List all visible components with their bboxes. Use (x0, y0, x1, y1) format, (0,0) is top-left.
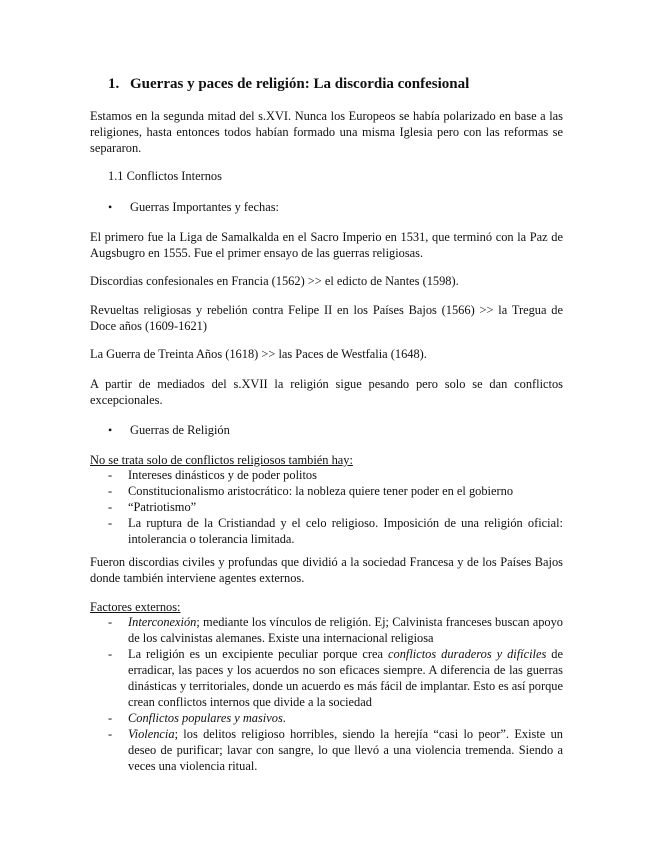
intro-paragraph: Estamos en la segunda mitad del s.XVI. Nunca los Europeos se había polarizado en base a las religiones, hasta entonces todos habían formado una misma Iglesia pero con las reformas se separaron. (90, 109, 563, 155)
list-item-text (128, 614, 563, 646)
list-item-text: “Patriotismo” (128, 500, 197, 514)
bullet-dot: • (108, 200, 113, 214)
paragraph-paises-bajos: Revueltas religiosas y rebelión contra Felipe II en los Países Bajos (1566) >> la Tregua de Doce años (1609-1621) (90, 303, 563, 333)
list-item-rest: . (282, 711, 286, 725)
list-item (90, 467, 563, 483)
dash-marker: - (108, 711, 113, 725)
list-item-text (128, 646, 563, 710)
factores-title: Factores externos: (90, 600, 181, 614)
list-item-rest: ; mediante los vínculos de religión. Ej; Calvinista franceses buscan apoyo de los calvinistas alemanes. Existe una internacional religiosa (128, 615, 563, 645)
paragraph-treinta-anos: La Guerra de Treinta Años (1618) >> las Paces de Westfalia (1648). (90, 347, 427, 361)
list-item (90, 483, 563, 499)
list-item (90, 726, 563, 774)
paragraph-samalkalda: El primero fue la Liga de Samalkalda en el Sacro Imperio en 1531, que terminó con la Paz de Augsbugro en 1555. Fue el primer ensayo de las guerras religiosas. (90, 230, 563, 260)
list-item-rest: ; los delitos religioso horribles, siendo la herejía “casi lo peor”. Existe un deseo de purificar; lavar con sangre, lo que llevó a una violencia tremenda. Siendo a veces una violencia ritual. (128, 727, 563, 773)
list-item (90, 646, 563, 710)
paragraph-francia: Discordias confesionales en Francia (1562) >> el edicto de Nantes (1598). (90, 274, 459, 288)
list-item-part: de erradicar, las paces y los acuerdos no son eficaces siempre. A diferencia de las guerras dinásticas y territoriales, donde un acuerdo es más fácil de implantar. Esto es así porque crean conflictos internos que divide a la sociedad (128, 647, 564, 709)
dash-marker: - (108, 727, 113, 741)
subsection-title: 1.1 Conflictos Internos (108, 169, 222, 183)
bullet-dot: • (108, 423, 113, 437)
list-item-text: Intereses dinásticos y de poder politos (128, 468, 317, 482)
not-only-title: No se trata solo de conflictos religiosos también hay: (90, 453, 353, 467)
bullet-important-wars (108, 199, 279, 215)
dash-marker: - (108, 484, 113, 498)
heading-number: 1. (108, 76, 120, 92)
bullet-text: Guerras de Religión (130, 423, 230, 437)
term-conflictos-duraderos: conflictos duraderos y difíciles (388, 647, 547, 661)
dash-marker: - (108, 647, 113, 661)
term-interconexion: Interconexión (128, 615, 197, 629)
list-item (90, 710, 563, 726)
term-violencia: Violencia (128, 727, 175, 741)
bullet-religion-wars (108, 422, 230, 438)
list-item-text: Constitucionalismo aristocrático: la nobleza quiere tener poder en el gobierno (128, 484, 514, 498)
list-item-text (128, 726, 563, 774)
bullet-text: Guerras Importantes y fechas: (130, 200, 279, 214)
heading-title: Guerras y paces de religión: La discordia confesional (130, 76, 470, 92)
section-heading (108, 76, 469, 93)
list-item (90, 614, 563, 646)
list-item (90, 515, 563, 547)
list-item-text: La ruptura de la Cristiandad y el celo religioso. Imposición de una religión oficial: intolerancia o tolerancia limitada. (128, 516, 563, 546)
dash-marker: - (108, 516, 113, 530)
term-conflictos-populares: Conflictos populares y masivos (128, 711, 283, 725)
paragraph-siglo-xvii: A partir de mediados del s.XVII la religión sigue pesando pero solo se dan conflictos excepcionales. (90, 377, 563, 407)
not-only-list (90, 467, 563, 547)
dash-marker: - (108, 500, 113, 514)
list-item-part: La religión es un excipiente peculiar porque crea (128, 647, 388, 661)
paragraph-discordias: Fueron discordias civiles y profundas que dividió a la sociedad Francesa y de los Países Bajos donde también interviene agentes externos. (90, 555, 563, 585)
dash-marker: - (108, 468, 113, 482)
list-item-text (128, 710, 563, 726)
list-item (90, 499, 563, 515)
factores-list (90, 614, 563, 774)
dash-marker: - (108, 615, 113, 629)
